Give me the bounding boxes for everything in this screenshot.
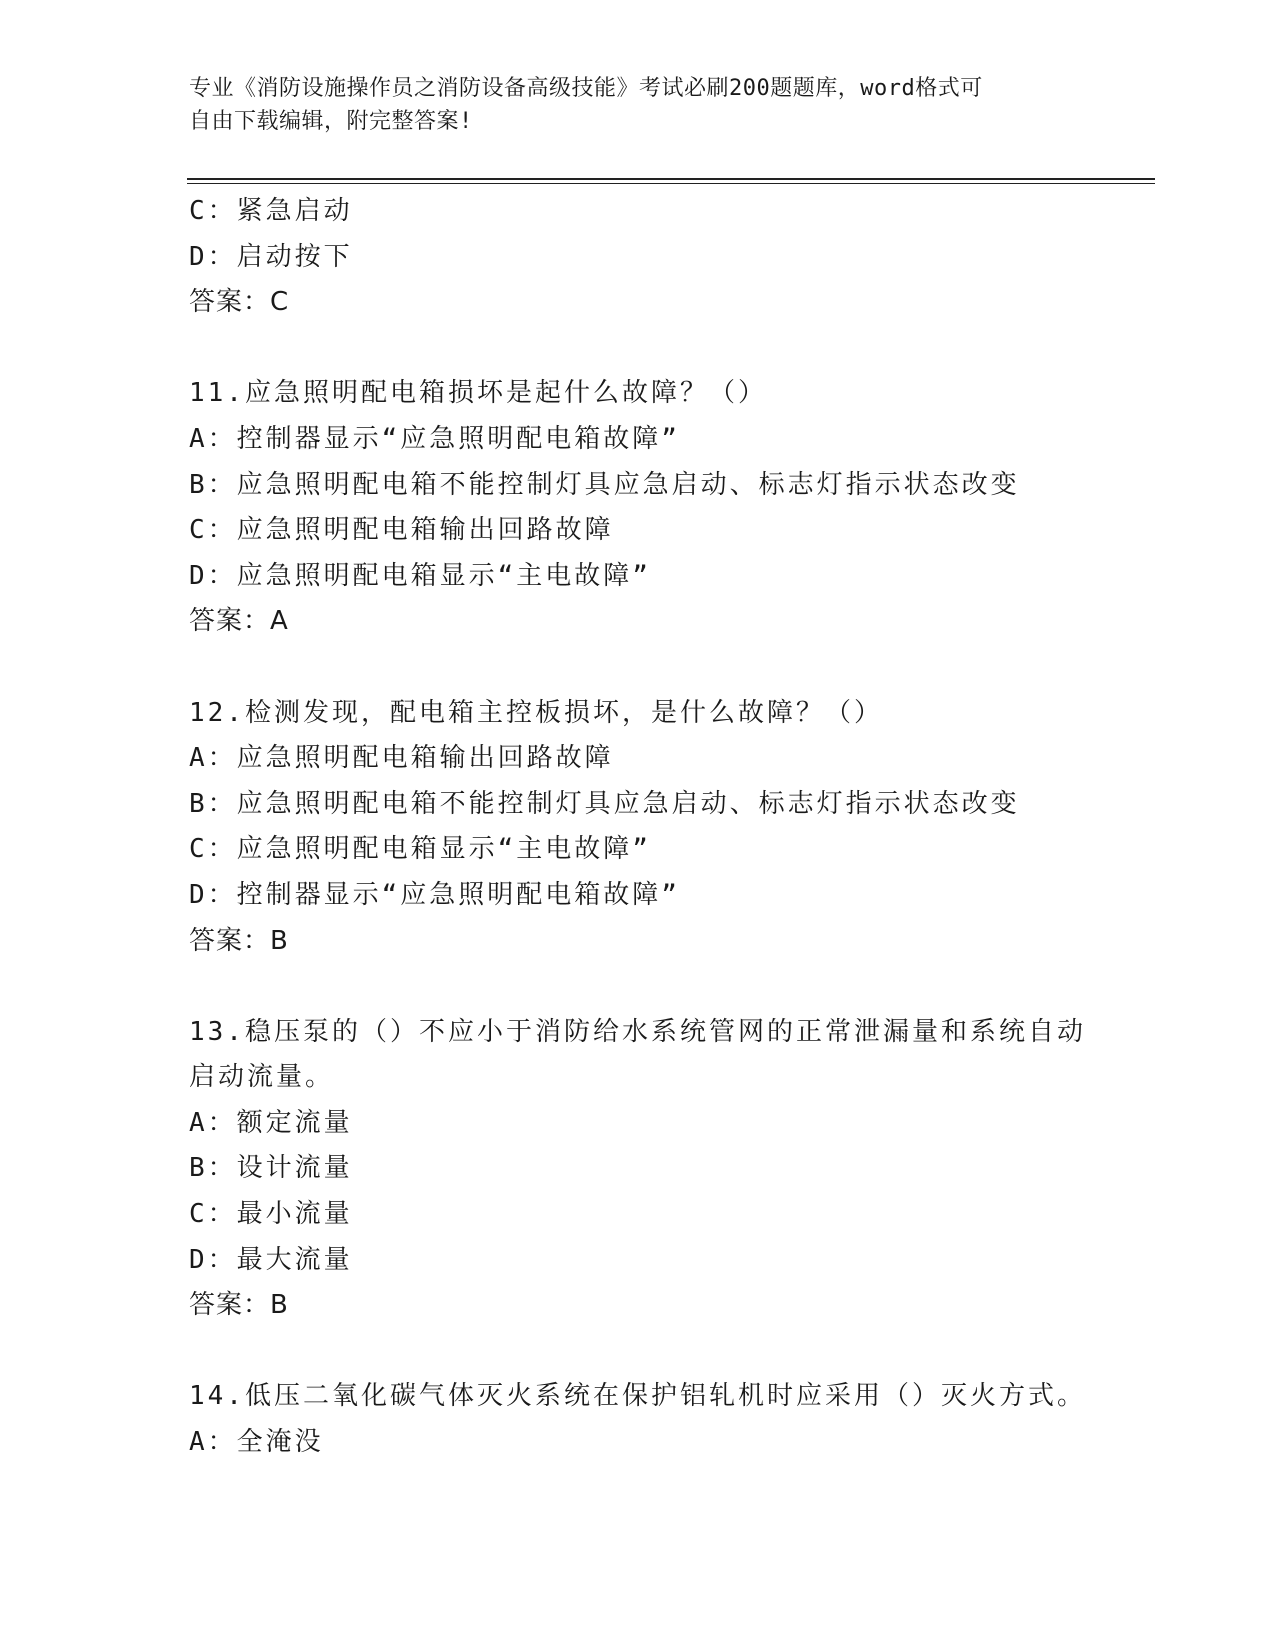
question-text: 14.低压二氧化碳气体灭火系统在保护铝轧机时应采用（）灭火方式。 — [189, 1381, 1086, 1412]
question-text-line-1: 13.稳压泵的（）不应小于消防给水系统管网的正常泄漏量和系统自动 — [189, 1016, 1086, 1047]
option-d: D：控制器显示“应急照明配电箱故障” — [189, 879, 680, 910]
question-text: 11.应急照明配电箱损坏是起什么故障？（） — [189, 378, 767, 409]
question-14 — [189, 1374, 1089, 1465]
option-b: B：设计流量 — [189, 1153, 353, 1184]
header-divider-thick — [187, 178, 1155, 180]
option-a: A：全淹没 — [189, 1427, 324, 1458]
spacer — [189, 645, 1089, 691]
option-a: A：应急照明配电箱输出回路故障 — [189, 743, 614, 774]
header-line-2: 自由下载编辑，附完整答案! — [189, 109, 473, 134]
question-text: 12.检测发现，配电箱主控板损坏，是什么故障？（） — [189, 697, 883, 728]
option-c: C：应急照明配电箱显示“主电故障” — [189, 834, 651, 865]
option-b: B：应急照明配电箱不能控制灯具应急启动、标志灯指示状态改变 — [189, 788, 1020, 819]
option-d: D：最大流量 — [189, 1244, 353, 1275]
answer: 答案：B — [189, 1290, 289, 1321]
document-header — [189, 72, 1089, 138]
option-d: D：启动按下 — [189, 241, 353, 272]
question-11 — [189, 371, 1089, 645]
spacer — [189, 1329, 1089, 1375]
option-d: D：应急照明配电箱显示“主电故障” — [189, 560, 651, 591]
question-10-tail — [189, 189, 1089, 326]
option-a: A：额定流量 — [189, 1107, 353, 1138]
question-13 — [189, 1010, 1089, 1329]
answer: 答案：C — [189, 287, 290, 318]
option-c: C：应急照明配电箱输出回路故障 — [189, 515, 614, 546]
header-divider-thin — [187, 183, 1155, 184]
option-a: A：控制器显示“应急照明配电箱故障” — [189, 423, 680, 454]
spacer — [189, 326, 1089, 372]
question-text-line-2: 启动流量。 — [189, 1062, 335, 1093]
header-line-1: 专业《消防设施操作员之消防设备高级技能》考试必刷200题题库，word格式可 — [189, 76, 983, 101]
option-b: B：应急照明配电箱不能控制灯具应急启动、标志灯指示状态改变 — [189, 469, 1020, 500]
answer: 答案：A — [189, 606, 289, 637]
question-list — [189, 189, 1089, 1466]
option-c: C：最小流量 — [189, 1199, 353, 1230]
answer: 答案：B — [189, 925, 289, 956]
option-c: C：紧急启动 — [189, 196, 353, 226]
question-12 — [189, 691, 1089, 965]
spacer — [189, 964, 1089, 1010]
